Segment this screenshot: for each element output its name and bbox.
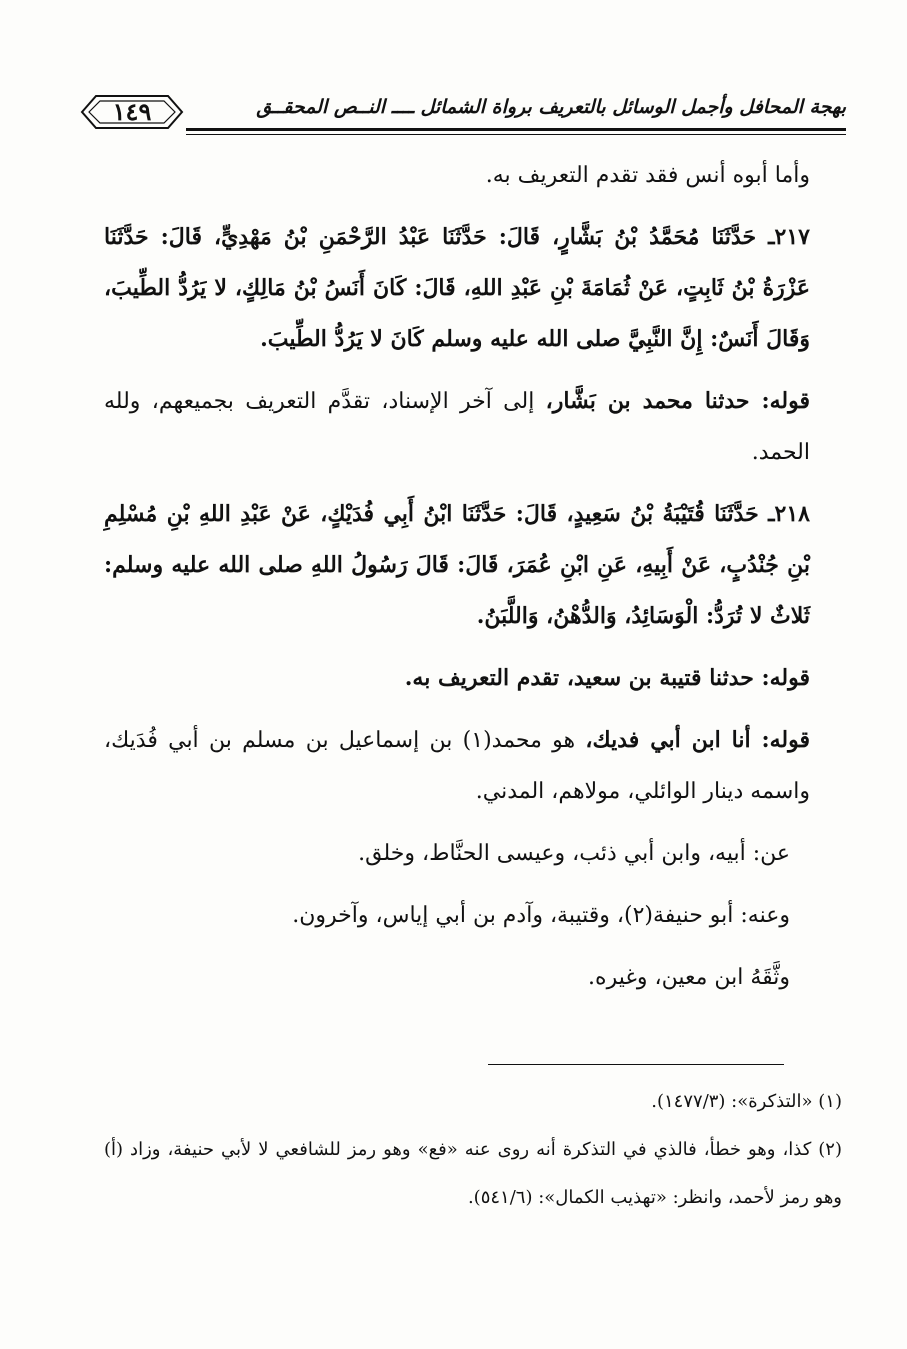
paragraph-3-label: قوله: حدثنا محمد بن بَشَّار،	[545, 388, 810, 414]
paragraph-6	[104, 715, 842, 817]
footnote-1: (١) «التذكرة»: (١٤٧٧/٣).	[651, 1091, 842, 1112]
running-title: بهجة المحافل وأجمل الوسائل بالتعريف برواة الشمائل ــــ النــص المحقــق	[256, 96, 846, 118]
paragraph-3-text: إلى آخر الإسناد، تقدَّم التعريف بجميعهم، ولله الحمد.	[104, 389, 810, 465]
hadith-217: ٢١٧ـ حَدَّثَنَا مُحَمَّدُ بْنُ بَشَّارٍ، قَالَ: حَدَّثَنَا عَبْدُ الرَّحْمَنِ بْنُ مَهْدِيٍّ، قَالَ: حَدَّثَنَا عَزْرَةُ بْنُ ثَابِتٍ، عَنْ ثُمَامَةَ بْنِ عَبْدِ اللهِ، قَالَ: كَانَ أَنَسُ بْنُ مَالِكٍ، لا يَرُدُّ الطِّيبَ، وَقَالَ أَنَسٌ: إِنَّ النَّبِيَّ صلى الله عليه وسلم كَانَ لا يَرُدُّ الطِّيبَ.	[104, 224, 810, 352]
hadith-218: ٢١٨ـ حَدَّثَنَا قُتَيْبَةُ بْنُ سَعِيدٍ، قَالَ: حَدَّثَنَا ابْنُ أَبِي فُدَيْكٍ، عَنْ عَبْدِ اللهِ بْنِ مُسْلِمِ بْنِ جُنْدُبٍ، عَنْ أَبِيهِ، عَنِ ابْنِ عُمَرَ، قَالَ: قَالَ رَسُولُ اللهِ صلى الله عليه وسلم: ثَلاثٌ لا تُرَدُّ: الْوَسَائِدُ، وَالدُّهْنُ، وَاللَّبَنُ.	[104, 501, 810, 629]
paragraph-8: وعنه: أبو حنيفة(٢)، وقتيبة، وآدم بن أبي إياس، وآخرون.	[292, 903, 790, 928]
page-header	[76, 88, 846, 144]
header-rule-thin	[186, 134, 846, 135]
paragraph-5: قوله: حدثنا قتيبة بن سعيد، تقدم التعريف به.	[404, 665, 810, 691]
main-text	[104, 150, 842, 1014]
header-rule-thick	[186, 128, 846, 131]
paragraph-3	[104, 376, 842, 478]
paragraph-7: عن: أبيه، وابن أبي ذئب، وعيسى الحنَّاط، وخلق.	[358, 841, 790, 866]
paragraph-9: وثَّقَهُ ابن معين، وغيره.	[588, 965, 790, 990]
paragraph-6-label: قوله: أنا ابن أبي فديك،	[585, 727, 810, 753]
paragraph-6-text: هو محمد(١) بن إسماعيل بن مسلم بن أبي فُدَيك، واسمه دينار الوائلي، مولاهم، المدني.	[104, 728, 810, 804]
page-number-frame	[80, 92, 184, 132]
paragraph-1: وأما أبوه أنس فقد تقدم التعريف به.	[485, 163, 810, 188]
footnote-2: (٢) كذا، وهو خطأ، فالذي في التذكرة أنه روى عنه «فع» وهو رمز للشافعي لا لأبي حنيفة، وزاد (أ) وهو رمز لأحمد، وانظر: «تهذيب الكمال»: (٥٤١/٦).	[104, 1139, 842, 1208]
footnotes	[104, 1078, 842, 1222]
page-number: ١٤٩	[112, 97, 152, 126]
footnote-separator	[488, 1064, 784, 1065]
